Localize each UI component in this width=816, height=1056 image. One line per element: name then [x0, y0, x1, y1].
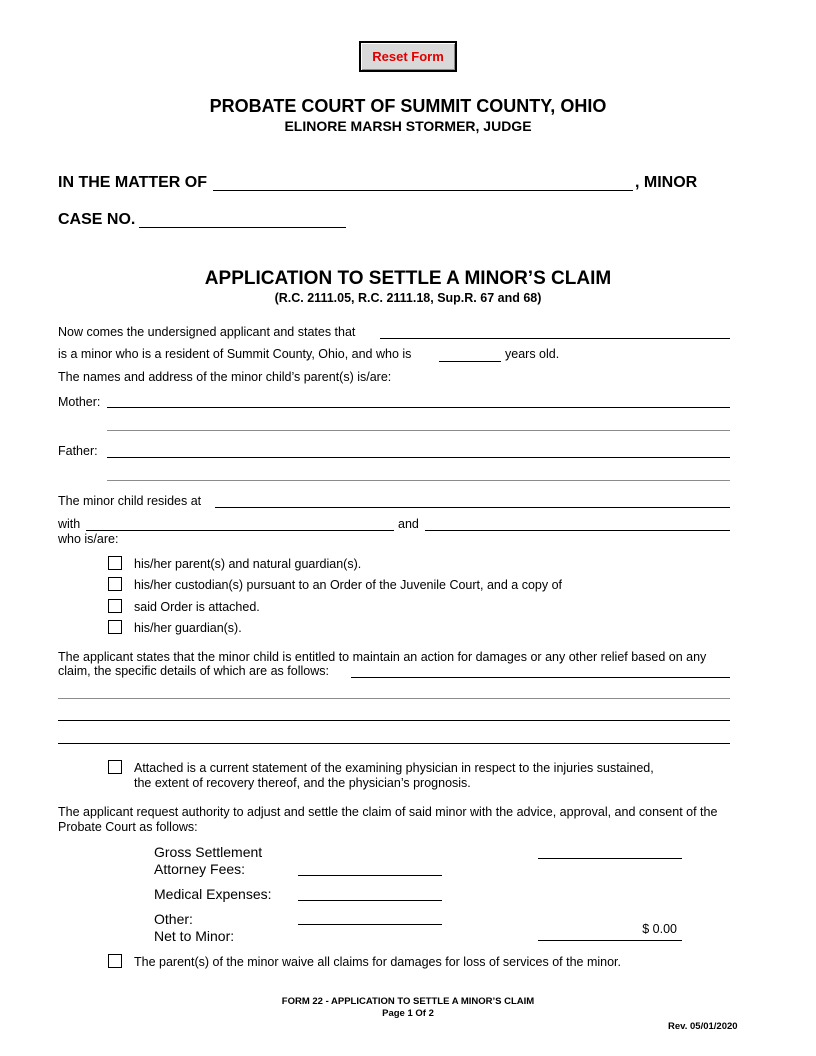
father-name-field[interactable] [107, 457, 730, 458]
net-to-minor-value: $ 0.00 [642, 922, 677, 936]
parents-intro: The names and address of the minor child’s parent(s) is/are: [58, 370, 392, 384]
claim-details-field-2[interactable] [58, 698, 730, 699]
custodian-label: his/her custodian(s) pursuant to an Order of the Juvenile Court, and a copy of [134, 578, 563, 592]
mother-name-field[interactable] [107, 407, 730, 408]
medical-expenses-label: Medical Expenses: [154, 886, 272, 902]
now-comes-text: Now comes the undersigned applicant and states that [58, 325, 356, 339]
mother-label: Mother: [58, 395, 101, 409]
applicant-minor-field[interactable] [380, 338, 730, 339]
physician-text-line1: Attached is a current statement of the examining physician in respect to the injuries sustained, [134, 761, 654, 775]
mother-address-field[interactable] [107, 430, 730, 431]
other-label: Other: [154, 911, 193, 927]
request-text-line2: Probate Court as follows: [58, 820, 198, 834]
matter-prefix: IN THE MATTER OF [58, 174, 208, 191]
physician-statement-checkbox[interactable] [108, 760, 122, 774]
claim-details-field-1[interactable] [351, 677, 730, 678]
claim-text-line2: claim, the specific details of which are as follows: [58, 664, 329, 678]
footer-revision: Rev. 05/01/2020 [668, 1021, 738, 1032]
attorney-fees-label: Attorney Fees: [154, 861, 246, 877]
father-address-field[interactable] [107, 480, 730, 481]
waiver-label: The parent(s) of the minor waive all claims for damages for loss of services of the minor. [134, 955, 621, 969]
footer-form-name: FORM 22 - APPLICATION TO SETTLE A MINOR’S CLAIM [281, 996, 535, 1007]
footer-page-number: Page 1 Of 2 [382, 1008, 434, 1019]
resides-at-label: The minor child resides at [58, 494, 202, 508]
court-name: PROBATE COURT OF SUMMIT COUNTY, OHIO [209, 96, 607, 116]
physician-text-line2: the extent of recovery thereof, and the physician’s prognosis. [134, 776, 471, 790]
request-text-line1: The applicant request authority to adjust and settle the claim of said minor with the advice, approval, and consent of the [58, 805, 718, 819]
age-field[interactable] [439, 361, 501, 362]
case-no-label: CASE NO. [58, 211, 136, 228]
case-no-field[interactable] [139, 227, 346, 228]
years-old-text: years old. [505, 347, 560, 361]
with-person2-field[interactable] [425, 530, 730, 531]
with-label: with [58, 517, 81, 531]
residence-field[interactable] [215, 507, 730, 508]
guardian-label: his/her guardian(s). [134, 621, 242, 635]
net-to-minor-field [538, 940, 682, 941]
claim-details-field-3[interactable] [58, 720, 730, 721]
form-subtitle: (R.C. 2111.05, R.C. 2111.18, Sup.R. 67 and 68) [274, 291, 542, 305]
parent-guardian-checkbox[interactable] [108, 556, 122, 570]
gross-settlement-label: Gross Settlement [154, 844, 263, 860]
attorney-fees-field[interactable] [298, 875, 442, 876]
waiver-checkbox[interactable] [108, 954, 122, 968]
matter-suffix: , MINOR [635, 174, 698, 191]
and-label: and [398, 517, 419, 531]
claim-text-line1: The applicant states that the minor child is entitled to maintain an action for damages or any other relief based on any [58, 650, 707, 664]
reset-form-button[interactable]: Reset Form [359, 41, 457, 72]
order-attached-checkbox[interactable] [108, 599, 122, 613]
minor-name-field[interactable] [213, 190, 633, 191]
custodian-checkbox[interactable] [108, 577, 122, 591]
medical-expenses-field[interactable] [298, 900, 442, 901]
father-label: Father: [58, 444, 98, 458]
gross-settlement-field[interactable] [538, 858, 682, 859]
form-title: APPLICATION TO SETTLE A MINOR’S CLAIM [204, 268, 612, 289]
who-is-are-label: who is/are: [58, 532, 119, 546]
judge-name: ELINORE MARSH STORMER, JUDGE [284, 118, 532, 134]
claim-details-field-4[interactable] [58, 743, 730, 744]
parent-guardian-label: his/her parent(s) and natural guardian(s). [134, 557, 362, 571]
guardian-checkbox[interactable] [108, 620, 122, 634]
order-attached-label: said Order is attached. [134, 600, 260, 614]
other-field[interactable] [298, 924, 442, 925]
minor-resident-text: is a minor who is a resident of Summit County, Ohio, and who is [58, 347, 412, 361]
net-to-minor-label: Net to Minor: [154, 928, 235, 944]
with-person1-field[interactable] [86, 530, 394, 531]
